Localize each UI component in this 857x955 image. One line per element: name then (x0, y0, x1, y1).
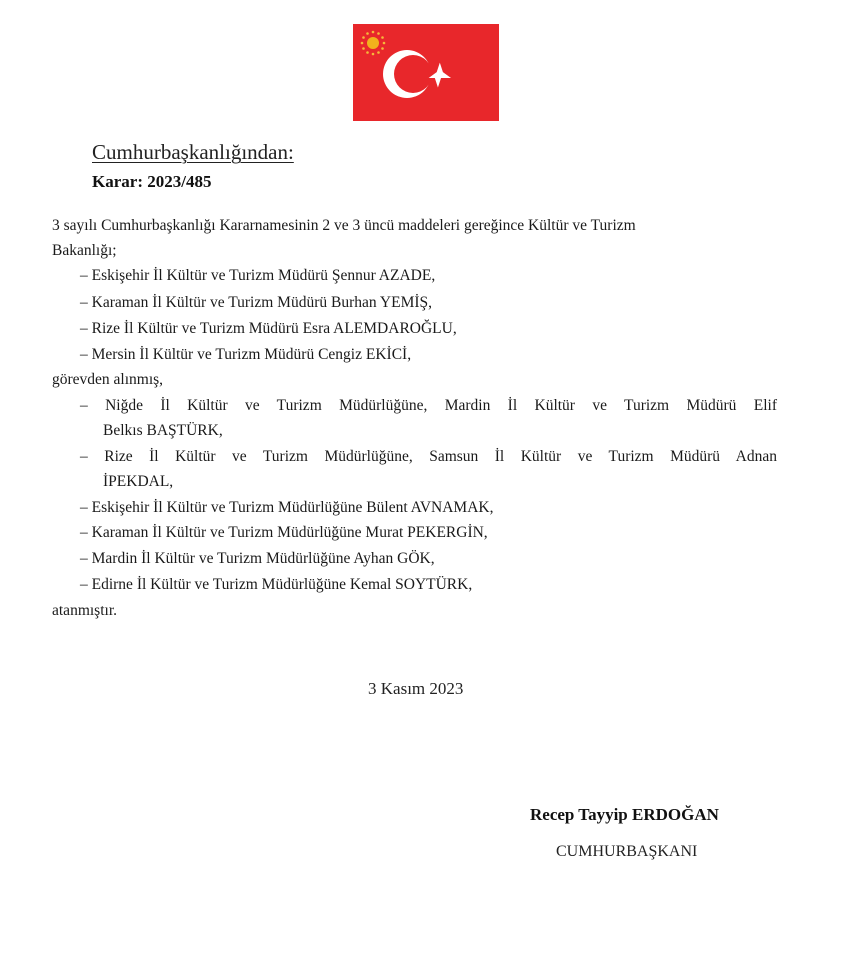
appointed-list-item: – Karaman İl Kültür ve Turizm Müdürlüğüne Murat PEKERGİN, (80, 524, 488, 541)
appointed-list-item-continuation: İPEKDAL, (103, 473, 174, 490)
signer-title: CUMHURBAŞKANI (556, 843, 698, 860)
appointed-list-item: – Eskişehir İl Kültür ve Turizm Müdürlüğüne Bülent AVNAMAK, (80, 499, 494, 516)
appointed-list-item: – Mardin İl Kültür ve Turizm Müdürlüğüne Ayhan GÖK, (80, 550, 435, 567)
removed-label: görevden alınmış, (52, 371, 164, 388)
issuer-heading: Cumhurbaşkanlığından: (92, 140, 294, 164)
intro-text-line-2: Bakanlığı; (52, 242, 117, 259)
presidential-flag-icon (353, 24, 499, 121)
removed-list-item: – Eskişehir İl Kültür ve Turizm Müdürü Şennur AZADE, (80, 267, 436, 284)
document-date: 3 Kasım 2023 (368, 679, 464, 698)
appointed-list-item: – Edirne İl Kültür ve Turizm Müdürlüğüne Kemal SOYTÜRK, (80, 576, 473, 593)
removed-list-item: – Mersin İl Kültür ve Turizm Müdürü Cengiz EKİCİ, (80, 346, 412, 363)
removed-list-item: – Karaman İl Kültür ve Turizm Müdürü Burhan YEMİŞ, (80, 294, 433, 311)
appointed-list-item: – Rize İl Kültür ve Turizm Müdürlüğüne, Samsun İl Kültür ve Turizm Müdürü Adnan (80, 448, 777, 465)
appointed-list-item-continuation: Belkıs BAŞTÜRK, (103, 422, 223, 439)
removed-list-item: – Rize İl Kültür ve Turizm Müdürü Esra ALEMDAROĞLU, (80, 320, 457, 337)
decision-number: Karar: 2023/485 (92, 172, 212, 191)
appointed-label: atanmıştır. (52, 602, 118, 619)
appointed-list-item: – Niğde İl Kültür ve Turizm Müdürlüğüne, Mardin İl Kültür ve Turizm Müdürü Elif (80, 397, 777, 414)
crescent-star-icon (353, 24, 499, 121)
signer-name: Recep Tayyip ERDOĞAN (530, 805, 719, 824)
intro-text-line-1: 3 sayılı Cumhurbaşkanlığı Kararnamesinin 2 ve 3 üncü maddeleri gereğince Kültür ve Turizm (52, 217, 636, 234)
